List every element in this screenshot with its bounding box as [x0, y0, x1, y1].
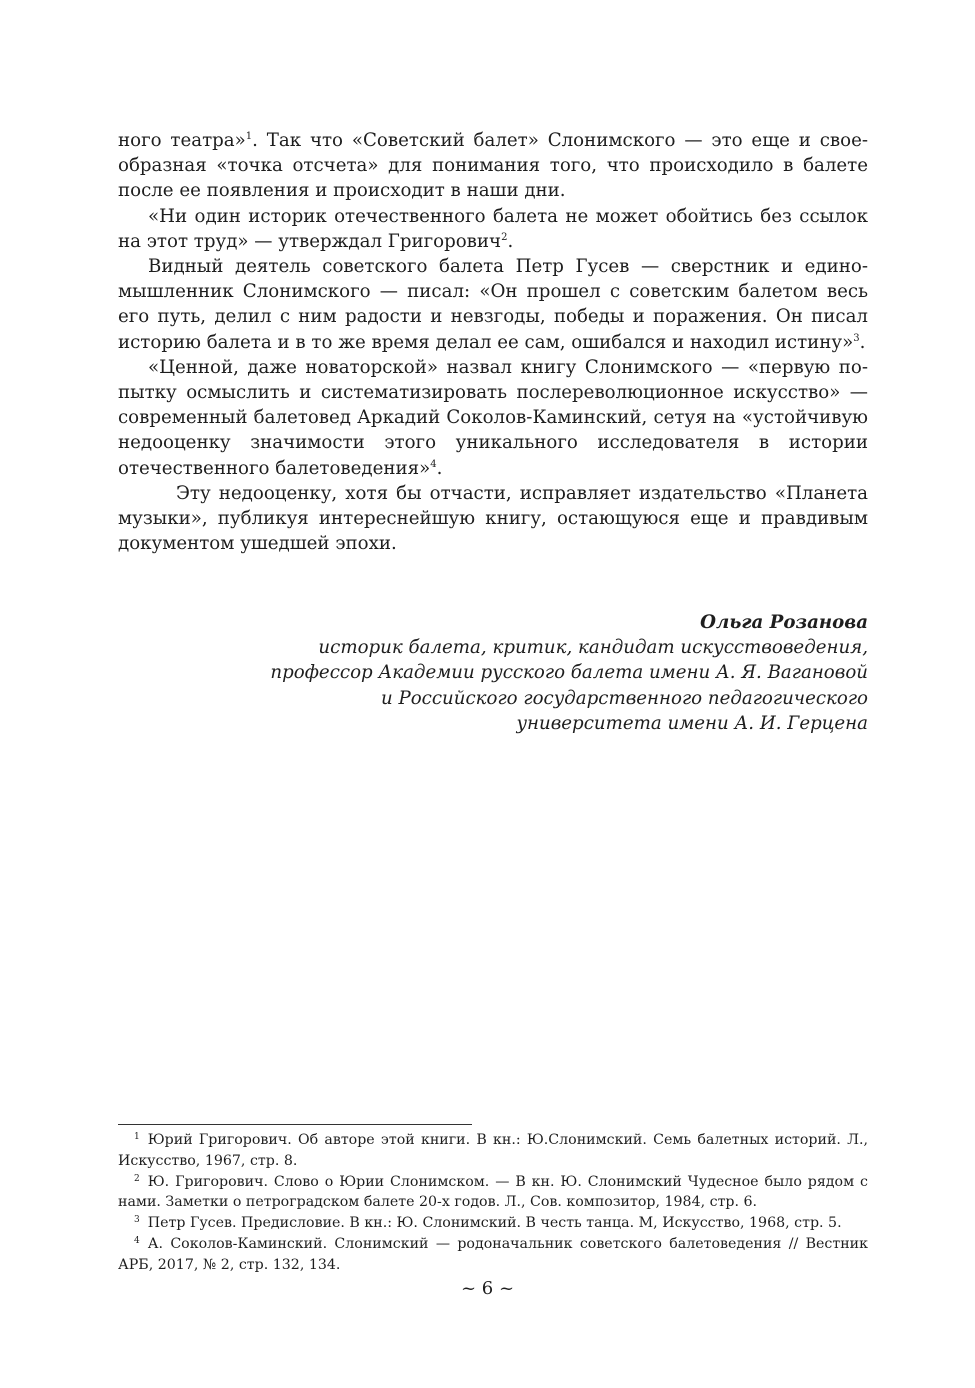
paragraph-2 — [118, 204, 868, 254]
footnote — [118, 1172, 868, 1214]
paragraph-4 — [118, 355, 868, 481]
footnote-ref-4[interactable]: 4 — [430, 458, 437, 470]
page-number: ~ 6 ~ — [460, 1278, 515, 1299]
footnote-ref-2[interactable]: 2 — [501, 231, 508, 243]
paragraph-text: Видный деятель советского балета Петр Гусев — сверстник и единомышленник Слонимского — писал: «Он прошел с советским балетом весь его путь, делил с ним радости и невзгоды, победы и поражения. Он писал историю балета и в то же время делал ее сам, ошибался и находил истину» — [118, 256, 868, 353]
paragraph-text: «Ценной, даже новаторской» назвал книгу Слонимского — «первую попытку осмыслить и систематизировать послереволюционное искусство» — современный балетовед Аркадий Соколов-Каминский, сетуя на «устойчивую недооценку значимости этого уникального исследователя в истории отечественного балетоведения» — [118, 356, 868, 479]
footnote — [118, 1130, 868, 1172]
footnote-text: Петр Гусев. Предисловие. В кн.: Ю. Слонимский. В честь танца. М, Искусство, 1968, стр. 5. — [147, 1215, 842, 1232]
paragraph-text: . — [507, 230, 514, 252]
footnote-text: А. Соколов-Каминский. Слонимский — родоначальник советского балетоведения // Вестник АРБ, 2017, № 2, стр. 132, 134. — [118, 1235, 868, 1273]
footnote-text: Юрий Григорович. Об авторе этой книги. В кн.: Ю.Слонимский. Семь балетных историй. Л., Искусство, 1967, стр. 8. — [118, 1132, 868, 1169]
paragraph-3 — [118, 254, 868, 355]
paragraph-1 — [118, 128, 868, 204]
footnote-ref-3[interactable]: 3 — [853, 332, 860, 344]
paragraph-text: . — [436, 457, 443, 479]
main-text — [118, 128, 868, 556]
signature-line: профессор Академии русского балета имени А. Я. Вагановой — [270, 662, 868, 684]
footnote-number: 2 — [134, 1173, 140, 1184]
paragraph-text: «Ни один историк отечественного балета не может обойтись без ссылок на этот труд» — утверждал Григорович — [118, 205, 868, 252]
paragraph-text: . Так что «Советский балет» Слонимского — это еще и своеобразная «точка отсчета» для понимания того, что происходило в балете после ее появления и происходит в наши дни. — [118, 130, 868, 202]
paragraph-5: Эту недооценку, хотя бы отчасти, исправляет издательство «Планета музыки», публикуя интереснейшую книгу, остающуюся еще и правдивым документом ушедшей эпохи. — [118, 482, 868, 555]
signature-author: Ольга Розанова — [700, 612, 868, 633]
footnote — [118, 1213, 868, 1234]
paragraph-text: . — [859, 331, 866, 353]
paragraph-text: ного театра» — [118, 130, 246, 151]
signature-line: историк балета, критик, кандидат искусствоведения, — [318, 637, 868, 659]
footnotes — [118, 1130, 868, 1276]
signature-line: и Российского государственного педагогического — [380, 687, 868, 709]
footnote — [118, 1234, 868, 1276]
signature-line: университета имени А. И. Герцена — [516, 712, 868, 734]
footnote-divider — [118, 1124, 472, 1125]
signature-block — [118, 610, 868, 736]
footnote-ref-1[interactable]: 1 — [245, 131, 253, 142]
footnote-text: Ю. Григорович. Слово о Юрии Слонимском. — В кн. Ю. Слонимский Чудесное было рядом с нами. Заметки о петроградском балете 20-х годов. Л., Сов. композитор, 1984, стр. 6. — [118, 1173, 868, 1211]
footnote-number: 4 — [134, 1235, 140, 1246]
footnote-number: 3 — [134, 1215, 140, 1226]
footnote-number: 1 — [134, 1132, 140, 1142]
